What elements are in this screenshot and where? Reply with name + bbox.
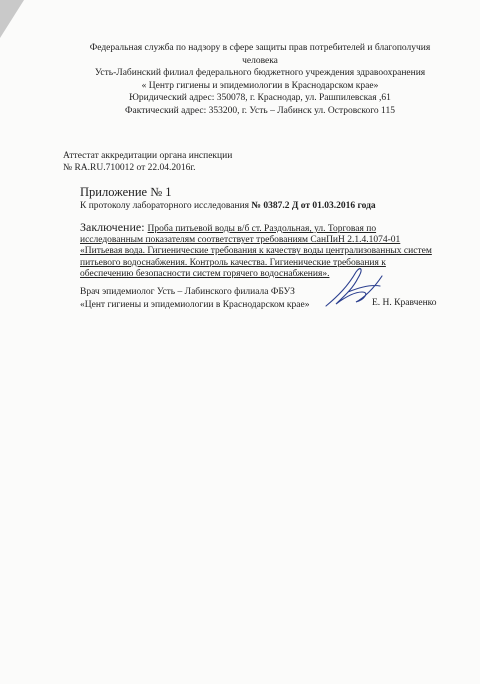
header-line-5: Юридический адрес: 350078, г. Краснодар, ул. Рашпилевская ,61 [129, 93, 391, 103]
signatory-name: Е. Н. Кравченко [372, 298, 437, 308]
folded-corner [0, 0, 24, 38]
header-line-6: Фактический адрес: 353200, г. Усть – Лабинск ул. Островского 115 [125, 105, 395, 116]
accreditation-line-2: № RA.RU.710012 от 22.04.2016г. [63, 163, 196, 173]
document-header [60, 42, 460, 117]
header-line-1: Федеральная служба по надзору в сфере защиты прав потребителей и благополучия [89, 43, 431, 53]
signatory-title-line-1: Врач эпидемиолог Усть – Лабинского филиала ФБУЗ [80, 287, 295, 297]
header-line-4: « Центр гигиены и эпидемиологии в Краснодарском крае» [141, 80, 379, 91]
conclusion-text: Проба питьевой воды в/б ст. Раздольная, ул. Торговая по исследованным показателям соответствует требованиям СанПиН 2.1.4.1074-01 «Питьевая вода. Гигиенические требования к качеству воды централизованных систем питьевого водоснабжения. Контроль качества. Гигиенические требования к обеспечению безопасности систем горячего водоснабжения». [80, 224, 432, 279]
accreditation-line-1: Аттестат аккредитации органа инспекции [63, 151, 233, 161]
header-line-2: человека [242, 55, 278, 66]
protocol-prefix: К протоколу лабораторного исследования [80, 201, 250, 211]
header-line-3: Усть-Лабинский филиал федерального бюджетного учреждения здравоохранения [94, 68, 426, 78]
conclusion-label: Заключение [80, 220, 142, 234]
conclusion-block: Заключение: Проба питьевой воды в/б ст. Раздольная, ул. Торговая по исследованным показателям соответствует требованиям СанПиН 2.1.4.1074-01 «Питьевая вода. Гигиенические требования к качеству воды централизованных систем питьевого водоснабжения. Контроль качества. Гигиенические требования к обеспечению безопасности систем горячего водоснабжения». [80, 220, 432, 279]
appendix-title: Приложение № 1 [80, 185, 172, 199]
accreditation-block [63, 150, 232, 174]
protocol-reference [80, 201, 376, 211]
signatory-title-line-2: «Цент гигиены и эпидемиологии в Краснодарском крае» [80, 299, 310, 310]
protocol-number: № 0387.2 Д от 01.03.2016 года [251, 201, 376, 211]
